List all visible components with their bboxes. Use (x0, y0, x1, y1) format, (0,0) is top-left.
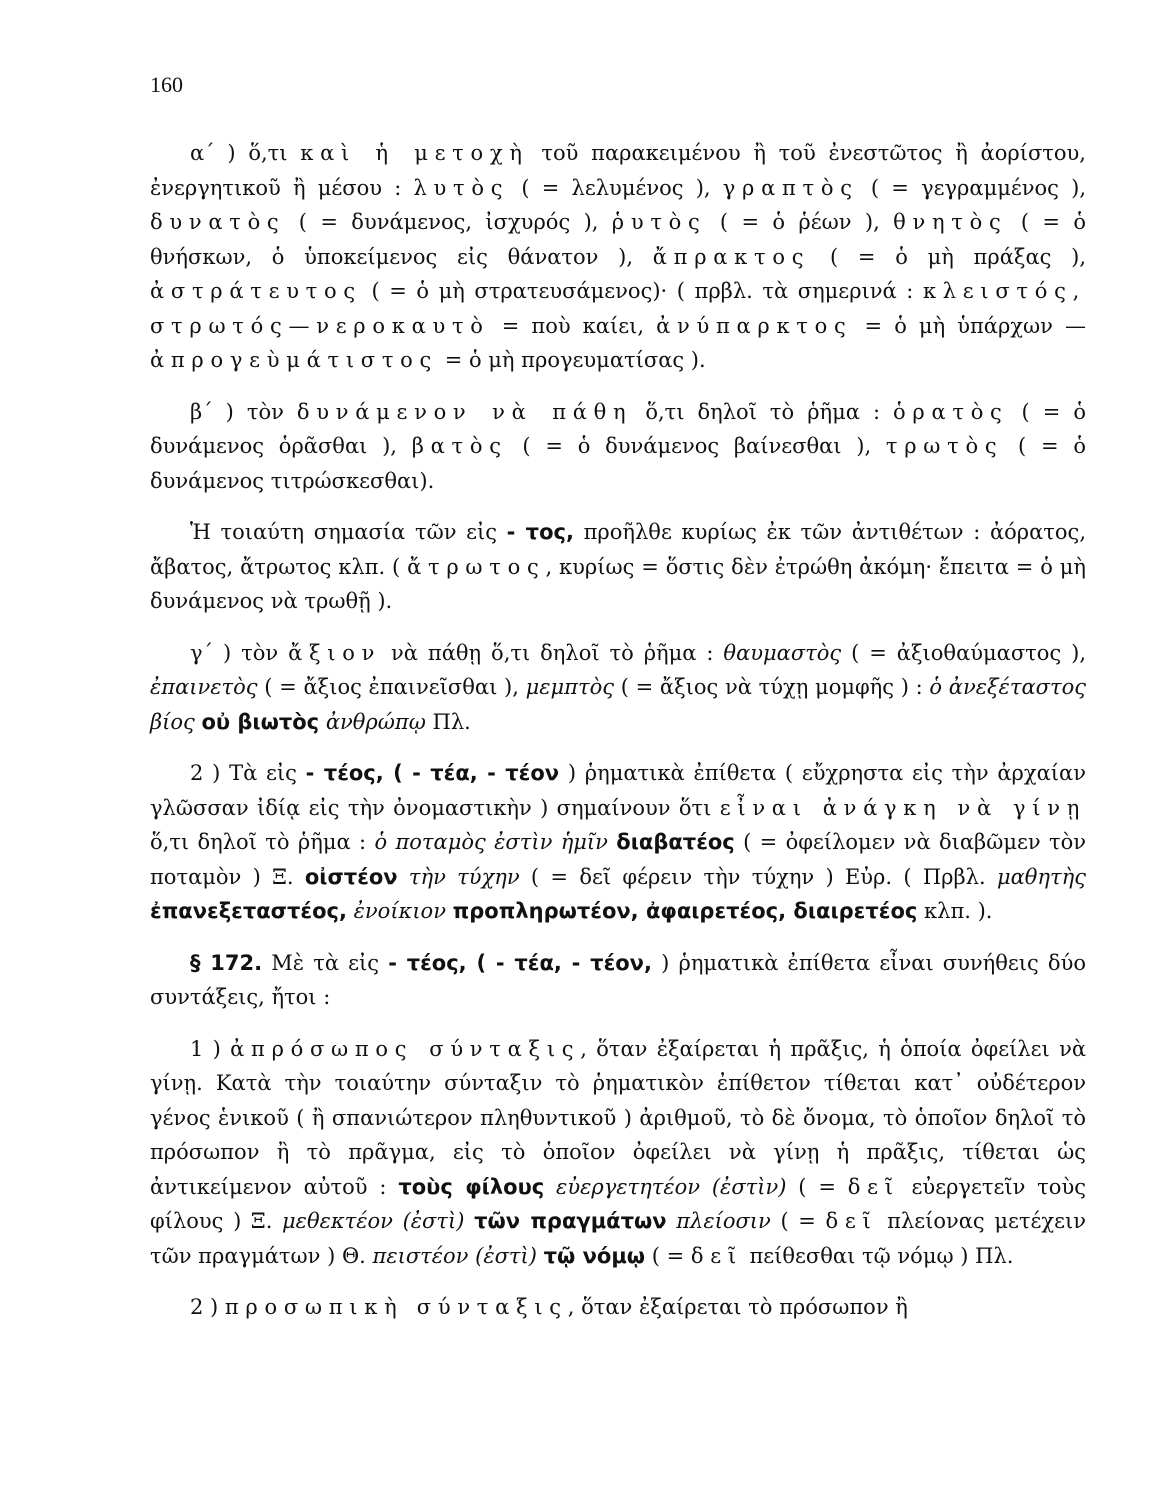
text-run: ) ῥηματικὰ ἐπίθετα εἶναι συνήθεις δύο συντάξεις, ἤτοι : (150, 950, 1086, 1009)
italic-term: πειστέον (ἐστὶ) (372, 1243, 537, 1268)
text-run: πλείονας μετέχειν τῶν πραγμάτων ) Θ. (150, 1209, 1086, 1268)
bold-term: ἐπανεξεταστέος, (150, 899, 347, 923)
bold-term: τῶν πραγμάτων (474, 1209, 667, 1233)
text-run (319, 710, 326, 734)
text-run: ( = ὁ δυνάμενος βαίνεσθαι ), (507, 434, 886, 458)
text-run: ( = ἀξιοθαύμαστος ), (841, 640, 1087, 665)
bold-term: τοὺς φίλους (398, 1174, 545, 1199)
spaced-term: ἀπρόσωπος σύνταξις (230, 1036, 581, 1061)
bold-term: οὐ βιωτὸς (201, 709, 320, 734)
spaced-term: τρωτὸς (885, 434, 1004, 458)
spaced-term: ἄξιον (288, 640, 382, 665)
spaced-term: δεῖ (847, 1174, 900, 1199)
spaced-term: θνητὸς (893, 210, 1008, 234)
spaced-term: ὁρατὸς (893, 399, 1009, 424)
text-run: ( = ὁ μὴ στρατευσάμενος)· ( πρβλ. τὰ σημερινά : (361, 279, 923, 303)
spaced-term: εἶναι ἀνάγκη νὰ γίνῃ (719, 795, 1087, 820)
italic-term: θαυμαστὸς (723, 640, 842, 665)
italic-term: ἀνθρώπῳ (325, 709, 426, 734)
text-run: 1 ) (190, 1036, 231, 1061)
text-run: Μὲ τὰ εἰς (262, 950, 389, 975)
text-run (544, 1175, 556, 1199)
text-run: εὐεργετεῖν τοὺς φίλους ) Ξ. (150, 1174, 1086, 1233)
text-run: , ὅταν ἐξαίρεται ἡ πρᾶξις, ἡ ὁποία ὀφείλει νὰ γίνῃ. Κατὰ τὴν τοιαύτην σύνταξιν τὸ ῥηματικὸν ἐπίθετον τίθεται κατ᾽ οὐδέτερον γένος ἑνικοῦ ( ἢ σπανιώτερον πληθυντικοῦ ) ἀριθμοῦ, τὸ δὲ ὄνομα, τὸ ὁποῖον δηλοῖ τὸ πρόσωπον ἢ τὸ πρᾶγμα, εἰς τὸ ὁποῖον ὀφείλει νὰ γίνῃ ἡ πρᾶξις, τίθεται ὡς ἀντικείμενον αὐτοῦ : (150, 1036, 1087, 1199)
text-run: 2 ) (190, 1295, 225, 1319)
text-run: ( = δυνάμενος, ἰσχυρός ), (285, 210, 612, 234)
text-run (347, 899, 354, 923)
spaced-term: δυνατὸς (150, 210, 286, 234)
spaced-term: ἀνύπαρκτος (656, 313, 853, 338)
paragraph-beta (150, 395, 1086, 499)
text-run (398, 865, 409, 889)
italic-term: ἐπαινετὸς (150, 675, 258, 699)
text-run: ( = ὁ θνήσκων, ὁ ὑποκείμενος εἰς θάνατον ), (150, 210, 1086, 269)
text-run: Πλ. (425, 709, 471, 734)
text-run: νὰ πάθῃ ὅ,τι δηλοῖ τὸ ῥῆμα : (381, 640, 724, 665)
text-run: Ἡ τοιαύτη σημασία τῶν εἰς (190, 520, 507, 544)
bold-term: προπληρωτέον, ἀφαιρετέος, διαιρετέος (452, 899, 918, 923)
spaced-term: γραπτὸς (722, 175, 859, 200)
text-run: ( = ὁ ῥέων ), (706, 210, 894, 234)
text-run: ( = (770, 1209, 826, 1233)
text-run: α΄ ) ὅ,τι (190, 141, 301, 165)
italic-term: ὁ ἀνεξέταστος βίος (150, 675, 1086, 734)
italic-term: ἐνοίκιον (353, 899, 446, 923)
text-run: = ὁ μὴ ὑπάρχων — (852, 313, 1086, 338)
text-run: ὅ,τι δηλοῖ τὸ ῥῆμα : (632, 399, 894, 424)
italic-term: μεμπτὸς (525, 675, 614, 699)
spaced-term: ἀστράτευτος (150, 279, 362, 303)
text-run: ( = ὁ δυνάμενος ὁρᾶσθαι ), (150, 399, 1086, 458)
spaced-term: δεῖ (825, 1209, 878, 1233)
text-run: , ὅταν ἐξαίρεται τὸ πρόσωπον ἢ (567, 1295, 908, 1319)
text-run: ( = ὀφείλομεν νὰ διαβῶμεν τὸν ποταμὸν ) Ξ. (150, 830, 1086, 889)
paragraph-teos (150, 756, 1086, 929)
text-run (446, 899, 453, 923)
paragraph-gamma (150, 636, 1086, 740)
text-run: ὅ,τι δηλοῖ τὸ ῥῆμα : (150, 830, 375, 854)
text-run (667, 1209, 677, 1233)
text-run: , κυρίως = ὅστις δὲν ἐτρώθη ἀκόμη· ἔπειτα = ὁ μὴ δυνάμενος νὰ τρωθῇ ). (150, 554, 1086, 613)
spaced-term: κλειστός, στρωτός—νεροκαυτὸ (150, 279, 1086, 338)
bold-term: - τέος, ( - τέα, - τέον, (388, 950, 652, 975)
italic-term: τὴν τύχην (408, 864, 520, 889)
text-run: τοῦ παρακειμένου ἢ τοῦ ἐνεστῶτος ἢ ἀορίστου, ἐνεργητικοῦ ἢ μέσου : (150, 141, 1086, 200)
text-run: ( = ὁ μὴ πράξας ), (810, 244, 1086, 269)
spaced-term: δυνάμενον νὰ πάθη (296, 399, 633, 424)
bold-term: - τέος, ( - τέα, - τέον (305, 761, 560, 785)
bold-term: - τος, (506, 520, 574, 544)
spaced-term: δεῖ (690, 1243, 743, 1268)
spaced-term: βατὸς (411, 434, 508, 458)
text-run (537, 1244, 544, 1268)
text-run: β΄ ) τὸν (190, 399, 297, 424)
paragraph-impersonal-syntax (150, 1032, 1086, 1274)
spaced-term: λυτὸς (413, 175, 510, 200)
spaced-term: ἄπρακτος (652, 244, 811, 269)
text-run: γ΄ ) τὸν (190, 640, 289, 665)
body-text (150, 136, 1086, 1325)
bold-term: τῷ νόμῳ (543, 1243, 646, 1268)
paragraph-personal-syntax (150, 1290, 1086, 1325)
text-run: ( = (786, 1174, 848, 1199)
text-run: προῆλθε κυρίως ἐκ τῶν ἀντιθέτων : ἀόρατος, ἄβατος, ἄτρωτος κλπ. ( (150, 520, 1086, 579)
text-run: ( = λελυμένος ), (509, 175, 723, 200)
paragraph-alpha (150, 136, 1086, 378)
italic-term: μαθητὴς (996, 864, 1086, 889)
italic-term: πλείοσιν (676, 1209, 771, 1233)
text-run: ( = ὁ δυνάμενος τιτρώσκεσθαι). (150, 434, 1086, 493)
text-run: = ὁ μὴ προγευματίσας ). (438, 348, 706, 372)
spaced-term: προσωπικὴ σύνταξις (224, 1295, 568, 1319)
bold-term: οἰστέον (304, 864, 398, 889)
bold-term: διαβατέος (616, 830, 735, 854)
text-run (464, 1209, 474, 1233)
text-run: ( = δεῖ φέρειν τὴν τύχην ) Εὐρ. ( Πρβλ. (519, 864, 997, 889)
text-run: = ποὺ καίει, (489, 313, 657, 338)
italic-term: εὐεργετητέον (ἐστὶν) (556, 1174, 787, 1199)
text-run: ( = ἄξιος νὰ τύχῃ μομφῆς ) : (613, 675, 930, 699)
text-run: ( = (645, 1243, 691, 1268)
text-run: 2 ) Τὰ εἰς (190, 761, 306, 785)
spaced-term: ἄτρωτος (407, 554, 546, 579)
italic-term: ὁ ποταμὸς ἐστὶν ἡμῖν (374, 830, 608, 854)
text-run: πείθεσθαι τῷ νόμῳ ) Πλ. (742, 1243, 1014, 1268)
spaced-term: καὶ ἡ μετοχὴ (300, 141, 529, 165)
text-run: κλπ. ). (917, 899, 993, 923)
text-run: ( = γεγραμμένος ), (858, 175, 1086, 200)
text-run: ) ῥηματικὰ ἐπίθετα ( εὔχρηστα εἰς τὴν ἀρχαίαν γλῶσσαν ἰδίᾳ εἰς τὴν ὀνομαστικὴν ) σημαίνουν ὅτι (150, 761, 1086, 820)
spaced-term: ῥυτὸς (611, 210, 707, 234)
page-number: 160 (150, 72, 183, 97)
italic-term: μεθεκτέον (ἐστὶ) (282, 1209, 465, 1233)
paragraph-tos-origin (150, 515, 1086, 619)
paragraph-section-172 (150, 946, 1086, 1015)
text-run: ( = ἄξιος ἐπαινεῖσθαι ), (257, 675, 526, 699)
spaced-term: ἀπρογεὺμάτιστος (150, 348, 439, 372)
section-number: § 172. (190, 950, 263, 975)
